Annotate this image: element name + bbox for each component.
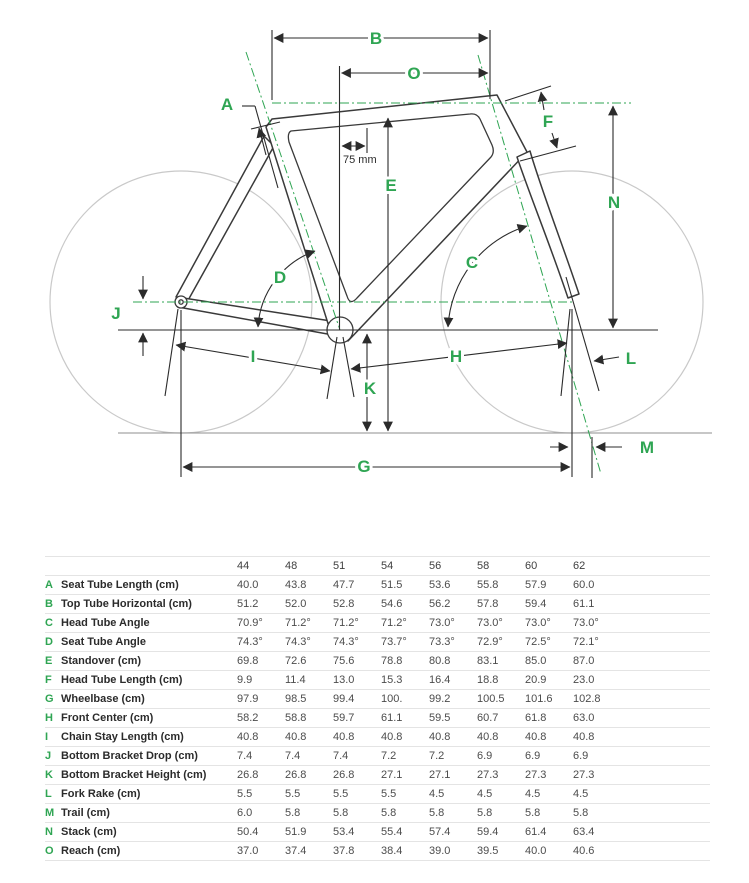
row-value: 71.2°: [333, 614, 381, 633]
size-header: 62: [573, 557, 621, 576]
row-value: 59.4: [525, 595, 573, 614]
size-header: 56: [429, 557, 477, 576]
row-label: Bottom Bracket Height (cm): [61, 766, 237, 785]
row-value: 63.0: [573, 709, 621, 728]
row-value: 5.8: [333, 804, 381, 823]
row-value: 7.4: [237, 747, 285, 766]
row-label: Top Tube Horizontal (cm): [61, 595, 237, 614]
row-label: Standover (cm): [61, 652, 237, 671]
row-value: 85.0: [525, 652, 573, 671]
spacer-cell: [621, 785, 710, 804]
row-value: 78.8: [381, 652, 429, 671]
row-value: 55.4: [381, 823, 429, 842]
row-value: 60.7: [477, 709, 525, 728]
row-value: 59.5: [429, 709, 477, 728]
row-value: 26.8: [333, 766, 381, 785]
row-value: 7.4: [333, 747, 381, 766]
spacer-cell: [621, 557, 710, 576]
row-value: 54.6: [381, 595, 429, 614]
row-value: 72.6: [285, 652, 333, 671]
row-value: 74.3°: [285, 633, 333, 652]
spacer-cell: [621, 652, 710, 671]
row-value: 7.4: [285, 747, 333, 766]
row-value: 37.0: [237, 842, 285, 861]
row-value: 52.8: [333, 595, 381, 614]
frame: [175, 95, 579, 343]
row-label: Head Tube Length (cm): [61, 671, 237, 690]
row-value: 15.3: [381, 671, 429, 690]
row-label: Seat Tube Angle: [61, 633, 237, 652]
row-value: 27.3: [573, 766, 621, 785]
row-key: B: [45, 595, 61, 614]
row-label: Stack (cm): [61, 823, 237, 842]
row-value: 72.5°: [525, 633, 573, 652]
row-value: 6.0: [237, 804, 285, 823]
row-value: 23.0: [573, 671, 621, 690]
spacer-cell: [621, 804, 710, 823]
row-value: 5.5: [237, 785, 285, 804]
row-value: 7.2: [381, 747, 429, 766]
row-value: 59.4: [477, 823, 525, 842]
dim-label-B: B: [369, 29, 383, 48]
seat-stay: [176, 136, 274, 304]
row-value: 83.1: [477, 652, 525, 671]
row-value: 74.3°: [333, 633, 381, 652]
spacer-cell: [621, 766, 710, 785]
row-value: 61.4: [525, 823, 573, 842]
row-key: I: [45, 728, 61, 747]
row-value: 6.9: [525, 747, 573, 766]
row-value: 60.0: [573, 576, 621, 595]
row-value: 7.2: [429, 747, 477, 766]
row-key: H: [45, 709, 61, 728]
dim-label-C: C: [465, 253, 479, 272]
row-label: Trail (cm): [61, 804, 237, 823]
row-value: 69.8: [237, 652, 285, 671]
row-value: 73.0°: [525, 614, 573, 633]
row-key: O: [45, 842, 61, 861]
row-value: 87.0: [573, 652, 621, 671]
spacer-cell: [621, 690, 710, 709]
row-key: C: [45, 614, 61, 633]
corner-cell: [45, 557, 61, 576]
row-value: 26.8: [285, 766, 333, 785]
row-value: 71.2°: [285, 614, 333, 633]
size-header: 44: [237, 557, 285, 576]
row-value: 4.5: [477, 785, 525, 804]
row-key: G: [45, 690, 61, 709]
row-value: 6.9: [573, 747, 621, 766]
geometry-table: [45, 556, 710, 861]
table-row-D: [45, 633, 710, 652]
table-row-H: [45, 709, 710, 728]
row-value: 63.4: [573, 823, 621, 842]
row-value: 11.4: [285, 671, 333, 690]
row-value: 40.8: [477, 728, 525, 747]
row-label: Seat Tube Length (cm): [61, 576, 237, 595]
row-value: 101.6: [525, 690, 573, 709]
size-header: 51: [333, 557, 381, 576]
row-value: 61.8: [525, 709, 573, 728]
row-key: L: [45, 785, 61, 804]
row-value: 61.1: [381, 709, 429, 728]
row-key: M: [45, 804, 61, 823]
table-row-A: [45, 576, 710, 595]
row-value: 72.9°: [477, 633, 525, 652]
dim-label-F: F: [542, 112, 554, 131]
row-value: 5.8: [573, 804, 621, 823]
row-value: 40.8: [573, 728, 621, 747]
row-value: 73.0°: [429, 614, 477, 633]
size-header: 60: [525, 557, 573, 576]
row-value: 4.5: [429, 785, 477, 804]
row-value: 58.2: [237, 709, 285, 728]
row-value: 53.4: [333, 823, 381, 842]
spacer-cell: [621, 595, 710, 614]
row-value: 40.8: [429, 728, 477, 747]
row-key: F: [45, 671, 61, 690]
dim-label-A: A: [220, 95, 234, 114]
row-value: 9.9: [237, 671, 285, 690]
row-value: 40.8: [381, 728, 429, 747]
row-value: 51.5: [381, 576, 429, 595]
spacer-cell: [621, 728, 710, 747]
dim-label-M: M: [639, 438, 655, 457]
row-value: 37.8: [333, 842, 381, 861]
row-value: 56.2: [429, 595, 477, 614]
table-row-L: [45, 785, 710, 804]
corner-cell: [61, 557, 237, 576]
row-value: 57.9: [525, 576, 573, 595]
table-row-K: [45, 766, 710, 785]
dim-label-L: L: [625, 349, 637, 368]
spacer-cell: [621, 576, 710, 595]
dim-label-N: N: [607, 193, 621, 212]
spacer-cell: [621, 823, 710, 842]
size-header: 54: [381, 557, 429, 576]
size-header: 58: [477, 557, 525, 576]
row-value: 4.5: [573, 785, 621, 804]
geometry-table-wrap: [45, 556, 710, 861]
row-value: 18.8: [477, 671, 525, 690]
table-row-G: [45, 690, 710, 709]
row-value: 20.9: [525, 671, 573, 690]
row-value: 16.4: [429, 671, 477, 690]
row-value: 59.7: [333, 709, 381, 728]
row-value: 58.8: [285, 709, 333, 728]
dim-label-G: G: [357, 457, 371, 476]
row-value: 40.8: [333, 728, 381, 747]
size-header: 48: [285, 557, 333, 576]
row-value: 37.4: [285, 842, 333, 861]
row-value: 98.5: [285, 690, 333, 709]
table-row-C: [45, 614, 710, 633]
table-row-O: [45, 842, 710, 861]
row-value: 5.8: [285, 804, 333, 823]
row-label: Bottom Bracket Drop (cm): [61, 747, 237, 766]
row-key: N: [45, 823, 61, 842]
row-label: Front Center (cm): [61, 709, 237, 728]
row-value: 5.8: [525, 804, 573, 823]
row-value: 40.6: [573, 842, 621, 861]
row-value: 73.0°: [477, 614, 525, 633]
row-value: 75.6: [333, 652, 381, 671]
row-label: Head Tube Angle: [61, 614, 237, 633]
row-value: 51.2: [237, 595, 285, 614]
row-value: 40.0: [237, 576, 285, 595]
row-label: Wheelbase (cm): [61, 690, 237, 709]
spacer-cell: [621, 614, 710, 633]
row-value: 13.0: [333, 671, 381, 690]
row-value: 51.9: [285, 823, 333, 842]
row-value: 100.: [381, 690, 429, 709]
row-value: 57.8: [477, 595, 525, 614]
row-value: 100.5: [477, 690, 525, 709]
dim-label-O: O: [407, 64, 421, 83]
row-value: 71.2°: [381, 614, 429, 633]
size-header-row: [45, 557, 710, 576]
row-value: 55.8: [477, 576, 525, 595]
dim-label-J: J: [111, 304, 121, 323]
row-value: 5.5: [285, 785, 333, 804]
row-value: 74.3°: [237, 633, 285, 652]
spacer-cell: [621, 709, 710, 728]
row-value: 52.0: [285, 595, 333, 614]
row-value: 53.6: [429, 576, 477, 595]
row-key: J: [45, 747, 61, 766]
row-key: K: [45, 766, 61, 785]
row-value: 73.7°: [381, 633, 429, 652]
setback-75mm-label: 75 mm: [343, 154, 377, 166]
spacer-cell: [621, 842, 710, 861]
spacer-cell: [621, 747, 710, 766]
table-row-M: [45, 804, 710, 823]
dim-label-I: I: [250, 347, 256, 366]
dim-label-H: H: [449, 347, 463, 366]
row-value: 72.1°: [573, 633, 621, 652]
row-key: A: [45, 576, 61, 595]
row-value: 80.8: [429, 652, 477, 671]
geometry-table-body: [45, 557, 710, 861]
row-label: Fork Rake (cm): [61, 785, 237, 804]
row-value: 5.8: [381, 804, 429, 823]
table-row-E: [45, 652, 710, 671]
spacer-cell: [621, 671, 710, 690]
row-value: 57.4: [429, 823, 477, 842]
row-value: 40.8: [285, 728, 333, 747]
row-value: 5.5: [381, 785, 429, 804]
row-key: E: [45, 652, 61, 671]
row-value: 39.5: [477, 842, 525, 861]
row-value: 99.2: [429, 690, 477, 709]
row-value: 39.0: [429, 842, 477, 861]
row-value: 5.8: [477, 804, 525, 823]
row-value: 40.8: [525, 728, 573, 747]
row-value: 47.7: [333, 576, 381, 595]
dim-label-D: D: [273, 268, 287, 287]
row-value: 73.3°: [429, 633, 477, 652]
row-value: 27.3: [525, 766, 573, 785]
row-key: D: [45, 633, 61, 652]
row-value: 73.0°: [573, 614, 621, 633]
row-value: 70.9°: [237, 614, 285, 633]
table-row-I: [45, 728, 710, 747]
row-label: Reach (cm): [61, 842, 237, 861]
row-value: 38.4: [381, 842, 429, 861]
row-value: 50.4: [237, 823, 285, 842]
table-row-F: [45, 671, 710, 690]
row-value: 4.5: [525, 785, 573, 804]
row-value: 26.8: [237, 766, 285, 785]
table-row-N: [45, 823, 710, 842]
row-value: 99.4: [333, 690, 381, 709]
spacer-cell: [621, 633, 710, 652]
row-value: 27.3: [477, 766, 525, 785]
row-value: 102.8: [573, 690, 621, 709]
row-value: 27.1: [429, 766, 477, 785]
table-row-B: [45, 595, 710, 614]
row-value: 27.1: [381, 766, 429, 785]
row-value: 40.0: [525, 842, 573, 861]
row-value: 5.5: [333, 785, 381, 804]
chain-stay: [177, 297, 333, 335]
row-value: 61.1: [573, 595, 621, 614]
row-value: 40.8: [237, 728, 285, 747]
dim-label-E: E: [385, 176, 397, 195]
row-value: 43.8: [285, 576, 333, 595]
dim-label-K: K: [363, 379, 377, 398]
row-label: Chain Stay Length (cm): [61, 728, 237, 747]
row-value: 97.9: [237, 690, 285, 709]
row-value: 6.9: [477, 747, 525, 766]
row-value: 5.8: [429, 804, 477, 823]
table-row-J: [45, 747, 710, 766]
